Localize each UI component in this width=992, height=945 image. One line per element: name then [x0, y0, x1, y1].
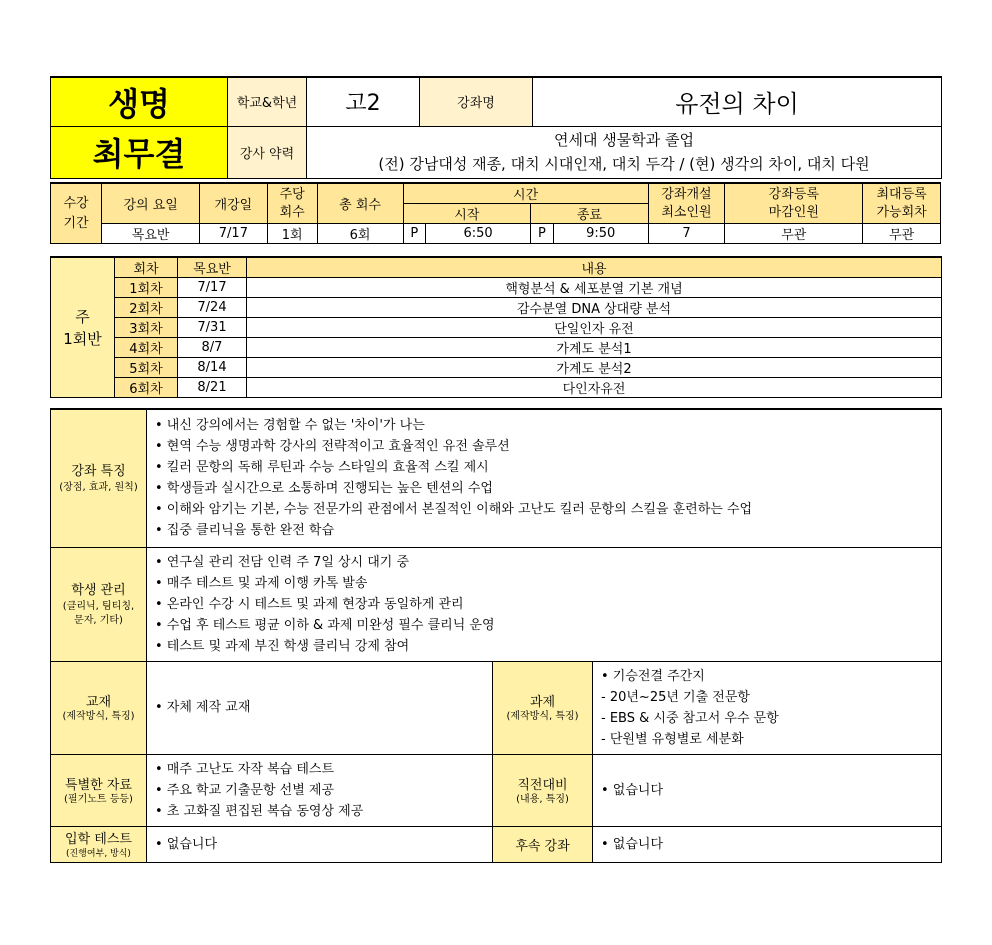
list-item: • 연구실 관리 전담 인력 주 7일 상시 대기 중	[155, 554, 410, 570]
end-time-header: 종료	[531, 204, 648, 224]
start-date-header: 개강일	[200, 183, 267, 224]
features-label: 강좌 특징	[71, 463, 126, 479]
textbook-label: 교재	[85, 695, 112, 710]
career-line-1: 연세대 생물학과 졸업	[554, 131, 694, 149]
management-label-cell	[51, 547, 147, 661]
homework-label-cell	[493, 661, 593, 754]
career-cell	[307, 126, 942, 178]
list-item: - 단원별 유형별로 세분화	[601, 731, 744, 747]
period-label-1: 수강	[63, 195, 89, 211]
list-item: • 집중 클리닉을 통한 완전 학습	[155, 523, 335, 539]
max-header-1: 최대등록	[876, 186, 927, 202]
session-content: 가계도 분석2	[247, 358, 942, 378]
start-time-header: 시작	[403, 204, 531, 224]
sessions-table	[50, 256, 942, 398]
prep-value: • 없습니다	[593, 754, 942, 826]
list-item: • 이해와 암기는 기본, 수능 전문가의 관점에서 본질적인 이해와 고난도 킬러 문항의 스킬을 훈련하는 수업	[155, 502, 753, 518]
list-item: • 킬러 문항의 독해 루틴과 수능 스타일의 효율적 스킬 제시	[155, 460, 489, 476]
session-date: 8/7	[178, 338, 247, 358]
content-col-header: 내용	[247, 257, 942, 278]
follow-value: • 없습니다	[593, 826, 942, 862]
schedule-table	[50, 182, 941, 244]
session-content: 핵형분석 & 세포분열 기본 개념	[247, 278, 942, 298]
session-date: 7/17	[178, 278, 247, 298]
management-label: 학생 관리	[71, 582, 126, 598]
sessions-side-label-1: 주	[75, 307, 90, 326]
entrance-sublabel: (진행여부, 방식)	[66, 848, 131, 859]
table-row	[51, 318, 942, 338]
table-row	[51, 338, 942, 358]
max-value: 무관	[863, 224, 941, 244]
career-line-2: (전) 강남대성 재종, 대치 시대인재, 대치 두각 / (현) 생각의 차이, 대치 다원	[378, 155, 870, 173]
textbook-value: • 자체 제작 교재	[147, 661, 493, 754]
session-date: 7/31	[178, 318, 247, 338]
table-row	[51, 358, 942, 378]
max-header-2: 가능회차	[876, 204, 927, 220]
session-date: 8/21	[178, 378, 247, 398]
school-grade-label: 학교&학년	[228, 77, 307, 126]
list-item: • 내신 강의에서는 경험할 수 없는 '차이'가 나는	[155, 418, 425, 434]
deadline-value: 무관	[725, 224, 863, 244]
session-date: 8/14	[178, 358, 247, 378]
school-grade-value: 고2	[307, 77, 420, 126]
date-col-header: 목요반	[178, 257, 247, 278]
homework-label: 과제	[529, 695, 556, 710]
session-date: 7/24	[178, 298, 247, 318]
management-sublabel: (클리닉, 팀티칭, 문자, 기타)	[62, 600, 135, 626]
course-name-label: 강좌명	[420, 77, 533, 126]
prep-sublabel: (내용, 특징)	[516, 793, 569, 805]
textbook-sublabel: (제작방식, 특징)	[62, 711, 135, 722]
period-label	[51, 183, 102, 244]
session-number: 2회차	[115, 298, 178, 318]
start-date-value: 7/17	[200, 224, 267, 244]
entrance-value: • 없습니다	[147, 826, 493, 862]
session-content: 다인자유전	[247, 378, 942, 398]
prep-label: 직전대비	[517, 777, 568, 793]
list-item: - EBS & 시중 참고서 우수 문항	[601, 710, 779, 726]
weekly-value: 1회	[267, 224, 317, 244]
weekly-header	[267, 183, 317, 224]
homework-sublabel: (제작방식, 특징)	[506, 711, 579, 722]
period-label-2: 기간	[63, 215, 89, 231]
deadline-header-2: 마감인원	[768, 204, 819, 220]
special-label-cell	[51, 754, 147, 826]
list-item: • 매주 테스트 및 과제 이행 카톡 발송	[155, 575, 368, 591]
min-header	[648, 183, 725, 224]
header-table	[50, 76, 942, 179]
list-item: - 20년~25년 기출 전문항	[601, 689, 750, 705]
min-header-1: 강좌개설	[661, 186, 712, 202]
list-item: • 매주 고난도 자작 복습 테스트	[155, 761, 335, 777]
total-header: 총 회수	[317, 183, 403, 224]
deadline-header	[725, 183, 863, 224]
features-label-cell	[51, 409, 147, 547]
follow-label: 후속 강좌	[493, 826, 593, 862]
max-header	[863, 183, 941, 224]
session-col-header: 회차	[115, 257, 178, 278]
list-item: • 수업 후 테스트 평균 이하 & 과제 미완성 필수 클리닉 운영	[155, 617, 495, 633]
list-item: • 기승전결 주간지	[601, 668, 705, 684]
start-ampm: P	[403, 224, 425, 244]
teacher-name: 최무결	[51, 126, 228, 178]
subject-title: 생명	[51, 77, 228, 126]
features-sublabel: (장점, 효과, 원칙)	[59, 481, 138, 493]
total-value: 6회	[317, 224, 403, 244]
start-time-value: 6:50	[425, 224, 530, 244]
entrance-label-cell	[51, 826, 147, 862]
session-number: 4회차	[115, 338, 178, 358]
list-item: • 현역 수능 생명과학 강사의 전략적이고 효율적인 유전 솔루션	[155, 439, 510, 455]
deadline-header-1: 강좌등록	[768, 186, 819, 202]
min-value: 7	[648, 224, 725, 244]
sessions-side-label	[51, 257, 115, 398]
list-item: • 초 고화질 편집된 복습 동영상 제공	[155, 803, 364, 819]
prep-label-cell	[493, 754, 593, 826]
end-time-value: 9:50	[553, 224, 648, 244]
session-number: 5회차	[115, 358, 178, 378]
session-content: 단일인자 유전	[247, 318, 942, 338]
list-item: • 테스트 및 과제 부진 학생 클리닉 강제 참여	[155, 638, 410, 654]
special-sublabel: (필기노트 등등)	[64, 793, 133, 805]
management-list	[147, 547, 942, 661]
weekly-header-1: 주당	[279, 186, 305, 202]
homework-list	[593, 661, 942, 754]
session-content: 감수분열 DNA 상대량 분석	[247, 298, 942, 318]
table-row	[51, 298, 942, 318]
textbook-label-cell	[51, 661, 147, 754]
course-name-value: 유전의 차이	[533, 77, 942, 126]
details-table	[50, 408, 942, 863]
end-ampm: P	[531, 224, 553, 244]
special-list	[147, 754, 493, 826]
session-number: 1회차	[115, 278, 178, 298]
weekly-header-2: 회수	[279, 204, 305, 220]
session-content: 가계도 분석1	[247, 338, 942, 358]
day-header: 강의 요일	[102, 183, 200, 224]
sessions-side-label-2: 1회반	[63, 329, 102, 348]
career-label: 강사 약력	[228, 126, 307, 178]
special-label: 특별한 자료	[65, 777, 132, 793]
session-number: 6회차	[115, 378, 178, 398]
day-value: 목요반	[102, 224, 200, 244]
time-header: 시간	[403, 183, 648, 204]
features-list	[147, 409, 942, 547]
table-row	[51, 378, 942, 398]
min-header-2: 최소인원	[661, 204, 712, 220]
list-item: • 주요 학교 기출문항 선별 제공	[155, 782, 335, 798]
session-number: 3회차	[115, 318, 178, 338]
table-row	[51, 278, 942, 298]
list-item: • 학생들과 실시간으로 소통하며 진행되는 높은 텐션의 수업	[155, 481, 493, 497]
list-item: • 온라인 수강 시 테스트 및 과제 현장과 동일하게 관리	[155, 596, 464, 612]
entrance-label: 입학 테스트	[65, 831, 132, 847]
